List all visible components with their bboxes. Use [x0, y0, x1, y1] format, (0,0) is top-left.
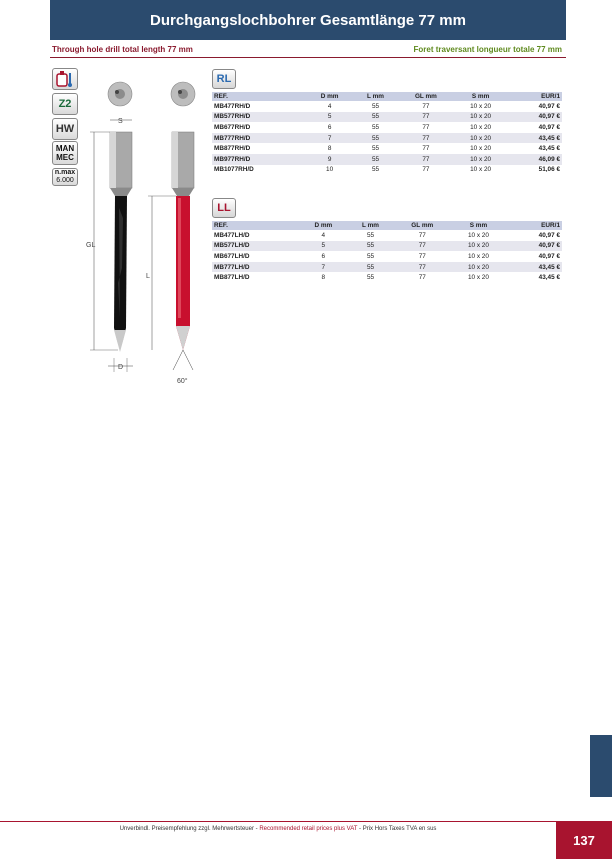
dim-label-d: D	[118, 364, 124, 371]
table-row	[212, 122, 562, 133]
cell: 5	[306, 112, 353, 123]
cell: 10 x 20	[470, 145, 492, 153]
cell: 55	[366, 274, 375, 282]
cell: 10 x 20	[470, 102, 492, 110]
cell: 10 x 20	[451, 241, 506, 252]
cell: 77	[418, 231, 426, 239]
cell: 40,97 €	[538, 231, 560, 239]
cell: 77	[394, 241, 451, 252]
cell: 51,06 €	[538, 166, 560, 174]
cell: 55	[371, 145, 380, 153]
ll-badge: LL	[212, 198, 236, 218]
cell: 10 x 20	[454, 154, 508, 165]
col-gl: GL mm	[398, 92, 454, 101]
nmax-label: n.max	[54, 169, 76, 176]
cell: 77	[418, 274, 426, 282]
chapter-tab	[590, 735, 612, 797]
cell: MB777LH/D	[212, 262, 299, 273]
cell: MB577RH/D	[212, 112, 306, 123]
cell: MB677RH/D	[214, 123, 251, 131]
cell: 77	[422, 123, 430, 131]
dim-label-l: L	[146, 273, 150, 280]
cell: 55	[371, 166, 380, 174]
col-price: EUR/1	[506, 221, 562, 230]
cell: 40,97 €	[507, 112, 562, 123]
footer-divider	[0, 821, 612, 822]
table-row	[212, 133, 562, 144]
cell: 43,45 €	[538, 274, 560, 282]
col-d: D mm	[299, 221, 347, 230]
max-speed-icon	[52, 168, 78, 186]
dim-label-gl: GL	[86, 242, 96, 249]
table-row	[212, 251, 562, 262]
table-row	[212, 230, 562, 241]
dim-label-s: S	[118, 118, 123, 125]
table-row	[212, 143, 562, 154]
rl-product-table	[212, 92, 562, 175]
cell: 77	[398, 154, 454, 165]
cell: MB477LH/D	[214, 231, 250, 239]
dim-label-angle: 60°	[177, 378, 188, 385]
cell: 8	[321, 274, 326, 282]
cell: 10 x 20	[470, 123, 492, 131]
cell: 10 x 20	[467, 252, 489, 260]
cell: 77	[422, 145, 430, 153]
cell: 7	[299, 262, 347, 273]
cell: 77	[398, 112, 454, 123]
cell: MB577LH/D	[212, 241, 299, 252]
cell: 4	[327, 102, 332, 110]
cell: 9	[306, 154, 353, 165]
mec-label: MEC	[56, 153, 74, 162]
cell: 6	[327, 123, 332, 131]
col-d: D mm	[306, 92, 353, 101]
cell: 46,09 €	[507, 154, 562, 165]
cell: 77	[398, 133, 454, 144]
table-row	[212, 154, 562, 165]
cell: 77	[418, 252, 426, 260]
cell: 10 x 20	[454, 133, 508, 144]
cell: MB877RH/D	[214, 145, 251, 153]
drill-technical-drawing	[80, 68, 210, 398]
cell: 8	[327, 145, 332, 153]
nmax-value: 6.000	[56, 177, 74, 184]
col-l: L mm	[347, 221, 393, 230]
cell: 55	[353, 154, 398, 165]
cell: 55	[347, 262, 393, 273]
col-gl: GL mm	[394, 221, 451, 230]
cell: 5	[299, 241, 347, 252]
cell: MB977RH/D	[212, 154, 306, 165]
cell: 6	[321, 252, 326, 260]
subtitle-divider	[50, 57, 566, 58]
rl-badge: RL	[212, 69, 236, 89]
table-header-row	[212, 221, 562, 230]
subtitle-english: Through hole drill total length 77 mm	[52, 45, 193, 54]
col-s: S mm	[454, 92, 508, 101]
cell: MB677LH/D	[214, 252, 250, 260]
table-row	[212, 241, 562, 252]
cell: 40,97 €	[538, 123, 560, 131]
cell: 7	[306, 133, 353, 144]
cell: 4	[321, 231, 326, 239]
table-row	[212, 165, 562, 176]
cell: 55	[366, 231, 375, 239]
col-ref: REF.	[212, 221, 299, 230]
cell: MB1077RH/D	[214, 166, 254, 174]
table-row	[212, 262, 562, 273]
cell: 10 x 20	[467, 231, 489, 239]
footer-german: Unverbindl. Preisempfehlung zzgl. Mehrwertsteuer -	[119, 826, 260, 832]
cell: 77	[422, 102, 430, 110]
footer-english: Recommended retail prices plus VAT	[259, 826, 358, 832]
cell: 10 x 20	[467, 274, 489, 282]
cell: 10 x 20	[454, 112, 508, 123]
col-ref: REF.	[212, 92, 306, 101]
cell: 77	[394, 262, 451, 273]
table-row	[212, 101, 562, 112]
col-l: L mm	[353, 92, 398, 101]
cell: 55	[371, 102, 380, 110]
table-row	[212, 272, 562, 283]
table-row	[212, 112, 562, 123]
man-mec-icon	[52, 141, 78, 165]
cell: 43,45 €	[506, 262, 562, 273]
cell: 40,97 €	[538, 252, 560, 260]
hw-carbide-icon: HW	[52, 118, 78, 140]
cell: 55	[371, 123, 380, 131]
col-price: EUR/1	[507, 92, 562, 101]
cell: 55	[366, 252, 375, 260]
cell: MB777RH/D	[212, 133, 306, 144]
cell: 10	[326, 166, 334, 174]
cell: 55	[353, 133, 398, 144]
footer-note	[0, 826, 556, 832]
page-title: Durchgangslochbohrer Gesamtlänge 77 mm	[50, 0, 566, 40]
z2-flutes-icon: Z2	[52, 93, 78, 115]
cell: 43,45 €	[538, 145, 560, 153]
cell: MB877LH/D	[214, 274, 250, 282]
cell: 10 x 20	[451, 262, 506, 273]
page-number: 137	[556, 822, 612, 859]
cell: 43,45 €	[507, 133, 562, 144]
cell: 40,97 €	[538, 102, 560, 110]
subtitle-french: Foret traversant longueur totale 77 mm	[413, 45, 562, 54]
cell: 10 x 20	[470, 166, 492, 174]
col-s: S mm	[451, 221, 506, 230]
table-header-row	[212, 92, 562, 101]
machine-thermometer-icon	[52, 68, 78, 90]
cell: 77	[422, 166, 430, 174]
cell: 40,97 €	[506, 241, 562, 252]
ll-product-table	[212, 221, 562, 283]
man-label: MAN	[55, 144, 75, 153]
footer-french: Prix Hors Taxes TVA en sus	[362, 826, 437, 832]
cell: MB477RH/D	[214, 102, 251, 110]
cell: 55	[353, 112, 398, 123]
footer-separator: -	[357, 826, 363, 832]
cell: 55	[347, 241, 393, 252]
